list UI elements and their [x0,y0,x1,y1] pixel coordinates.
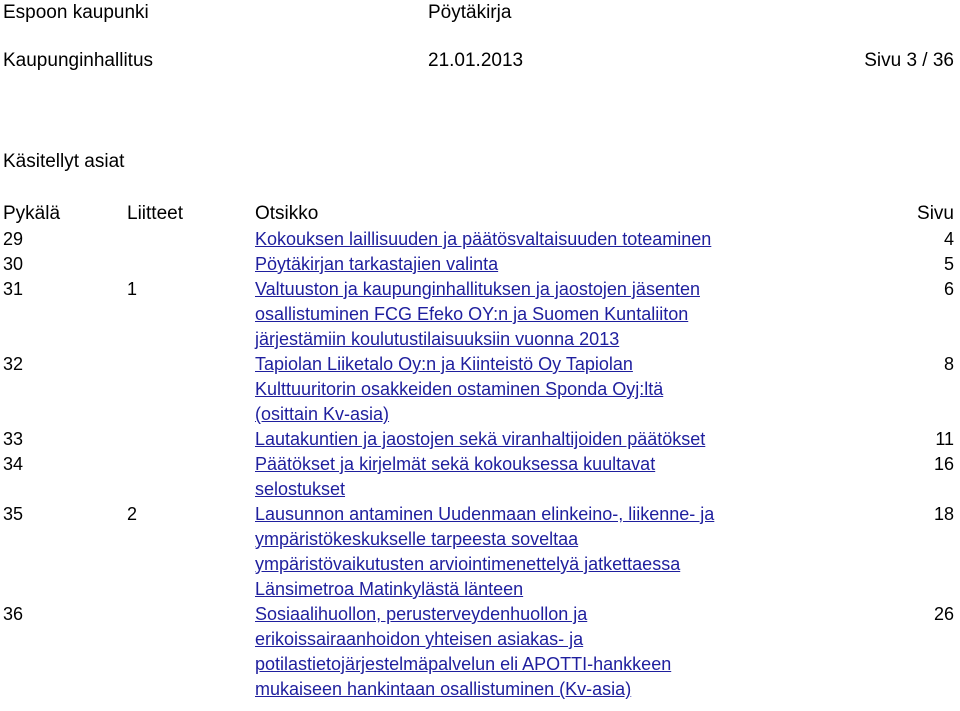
agenda-item-title-line: erikoissairaanhoidon yhteisen asiakas- ja [255,629,584,649]
column-header-attachments: Liitteet [127,203,183,224]
agenda-item-title-line: selostukset [255,479,346,499]
agenda-item-title-line: Pöytäkirjan tarkastajien valinta [255,254,499,274]
document-type: Pöytäkirja [428,2,512,23]
agenda-item-title-line: järjestämiin koulutustilaisuuksiin vuonna 2013 [255,329,620,349]
agenda-item-title-line: osallistuminen FCG Efeko OY:n ja Suomen Kuntaliiton [255,304,689,324]
agenda-item-title-line: Kokouksen laillisuuden ja päätösvaltaisuuden toteaminen [255,229,712,249]
table-row [0,227,960,252]
agenda-item-title-line: potilastietojärjestelmäpalvelun eli APOTTI-hankkeen [255,654,672,674]
agenda-item-title-line: Sosiaalihuollon, perusterveydenhuollon ja [255,604,588,624]
agenda-item-title-line: Länsimetroa Matinkylästä länteen [255,579,524,599]
row-number: 36 [3,604,24,624]
agenda-item-link[interactable] [255,227,711,252]
row-attachments: 1 [127,279,138,299]
agenda-item-title-line: Päätökset ja kirjelmät sekä kokouksessa kuultavat [255,454,656,474]
table-row [0,502,960,602]
header-row-1 [3,0,954,26]
row-page: 6 [943,279,954,299]
agenda-item-link[interactable] [255,277,700,352]
table-row [0,252,960,277]
row-page: 11 [935,429,954,449]
agenda-item-title-line: ympäristövaikutusten arviointimenettelyä jatkettaessa [255,554,681,574]
agenda-item-title-line: (osittain Kv-asia) [255,404,390,424]
governing-body: Kaupunginhallitus [3,50,154,71]
column-header-title: Otsikko [255,203,319,224]
row-number: 32 [3,354,24,374]
row-page: 26 [933,604,954,624]
agenda-item-link[interactable] [255,252,498,277]
agenda-item-link[interactable] [255,602,671,702]
table-row [0,352,960,427]
page-number: Sivu 3 / 36 [864,50,954,71]
row-page: 4 [943,229,954,249]
agenda-table [0,201,960,702]
row-page: 16 [933,454,954,474]
table-row [0,277,960,352]
row-number: 35 [3,504,24,524]
agenda-item-link[interactable] [255,452,655,502]
agenda-item-link[interactable] [255,427,705,452]
row-attachments: 2 [127,504,138,524]
row-page: 8 [943,354,954,374]
agenda-item-title-line: Kulttuuritorin osakkeiden ostaminen Sponda Oyj:ltä [255,379,664,399]
table-row [0,602,960,702]
row-number: 33 [3,429,24,449]
agenda-item-title-line: Lausunnon antaminen Uudenmaan elinkeino-, liikenne- ja [255,504,715,524]
agenda-item-title-line: Tapiolan Liiketalo Oy:n ja Kiinteistö Oy Tapiolan [255,354,633,374]
agenda-item-title-line: Lautakuntien ja jaostojen sekä viranhaltijoiden päätökset [255,429,706,449]
row-number: 29 [3,229,24,249]
table-row [0,427,960,452]
section-title: Käsitellyt asiat [3,151,125,172]
organization-name: Espoon kaupunki [3,2,149,23]
table-row [0,452,960,502]
table-header-row [0,201,960,227]
row-page: 18 [933,504,954,524]
agenda-item-link[interactable] [255,352,663,427]
agenda-item-title-line: ympäristökeskukselle tarpeesta soveltaa [255,529,579,549]
row-number: 34 [3,454,24,474]
row-number: 31 [3,279,24,299]
agenda-item-title-line: mukaiseen hankintaan osallistuminen (Kv-asia) [255,679,632,699]
header-row-2 [3,48,954,74]
meeting-date: 21.01.2013 [428,50,524,71]
column-header-page: Sivu [917,203,954,224]
row-number: 30 [3,254,24,274]
row-page: 5 [943,254,954,274]
agenda-item-title-line: Valtuuston ja kaupunginhallituksen ja jaostojen jäsenten [255,279,700,299]
table-body [0,227,960,702]
agenda-item-link[interactable] [255,502,714,602]
column-header-number: Pykälä [3,203,61,224]
